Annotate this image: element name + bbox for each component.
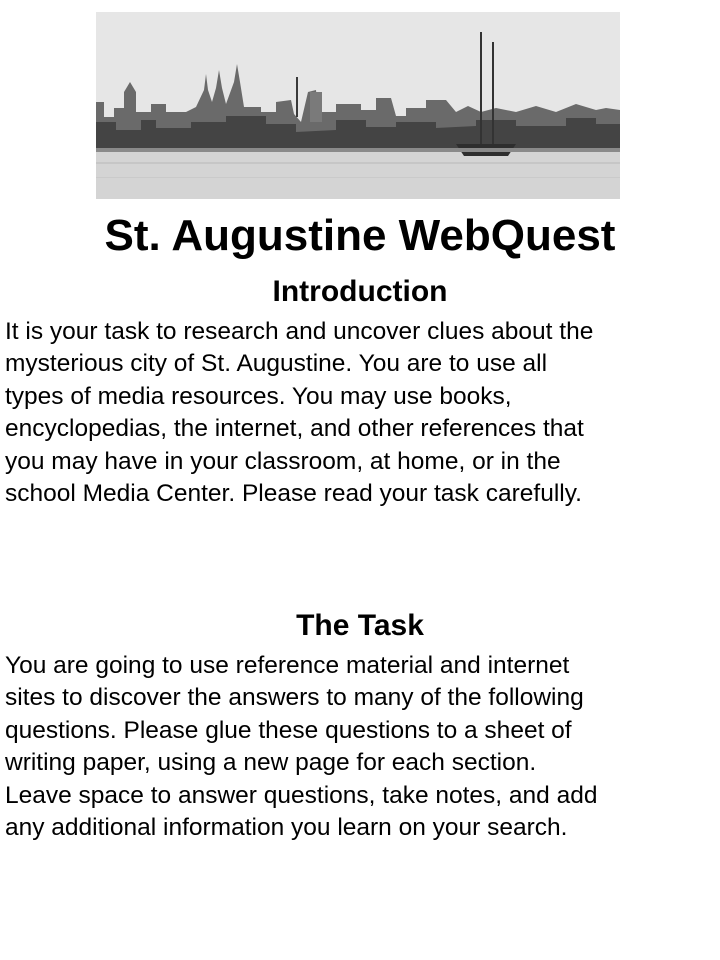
document-title: St. Augustine WebQuest [104,211,616,260]
task-heading: The Task [296,609,424,642]
introduction-paragraph [5,316,717,510]
task-paragraph [5,650,717,844]
introduction-line: you may have in your classroom, at home, or in the [5,447,561,475]
task-line: questions. Please glue these questions to a sheet of [5,716,572,744]
header-photo [96,12,620,199]
introduction-line: It is your task to research and uncover clues about the [5,318,594,345]
introduction-line: mysterious city of St. Augustine. You are to use all [5,350,548,378]
introduction-line: encyclopedias, the internet, and other references that [5,415,584,443]
task-line: Leave space to answer questions, take notes, and add [5,781,598,809]
introduction-line: types of media resources. You may use books, [5,382,512,410]
introduction-heading: Introduction [272,275,448,308]
waterfront-skyline-image [96,12,620,199]
task-line: sites to discover the answers to many of the following [5,684,584,712]
introduction-line: school Media Center. Please read your task carefully. [5,480,582,508]
task-line: any additional information you learn on your search. [5,814,568,842]
task-line: writing paper, using a new page for each section. [5,749,537,777]
task-line: You are going to use reference material and internet [5,652,570,679]
